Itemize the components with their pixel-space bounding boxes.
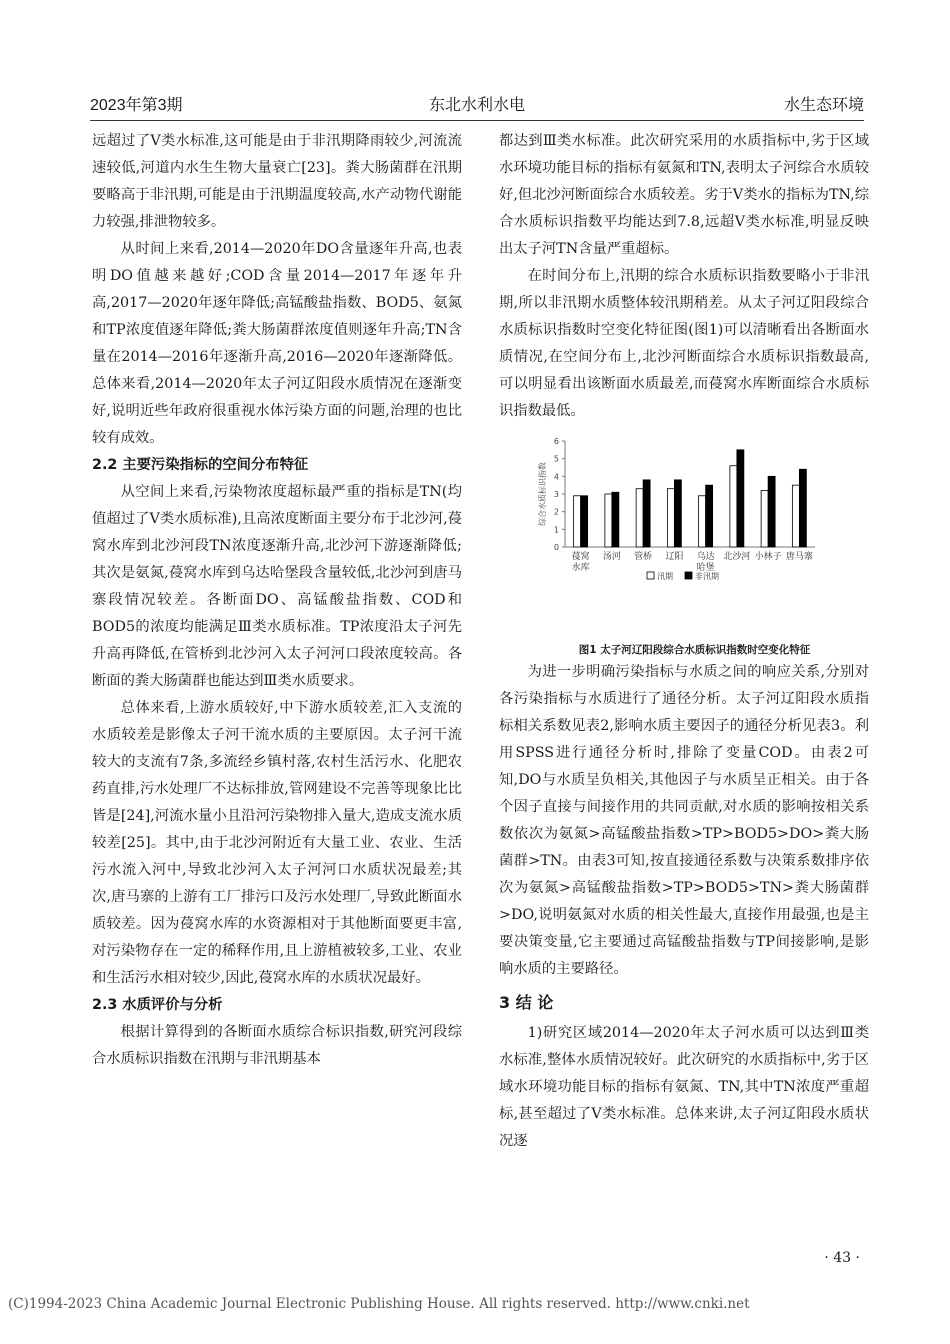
- x-tick-label: 唐马寨: [785, 552, 813, 562]
- y-tick-label: 6: [553, 437, 559, 446]
- paragraph: 根据计算得到的各断面水质综合标识指数,研究河段综合水质标识指数在汛期与非汛期基本: [92, 1024, 462, 1067]
- bar-flood: [792, 485, 799, 547]
- bar-nonflood: [737, 450, 744, 547]
- bar-flood: [636, 489, 643, 547]
- legend-label: 汛期: [657, 572, 673, 581]
- bar-flood: [730, 466, 737, 547]
- y-axis-label: 综合水质标识指数: [538, 462, 547, 526]
- bar-nonflood: [643, 480, 650, 547]
- bar-flood: [605, 494, 612, 547]
- figure-1: [499, 429, 869, 641]
- bar-nonflood: [799, 469, 806, 547]
- paragraph: 远超过了Ⅴ类水标准,这可能是由于非汛期降雨较少,河流流速较低,河道内水生生物大量衰亡[23]。粪大肠菌群在汛期要略高于非汛期,可能是由于汛期温度较高,水产动物代谢能力较强,排泄物较多。: [92, 133, 462, 230]
- section-name: 水生态环境: [783, 95, 864, 114]
- x-tick-label: 北沙河: [723, 552, 751, 562]
- bar-nonflood: [768, 476, 775, 547]
- bar-nonflood: [581, 496, 588, 547]
- y-tick-label: 1: [553, 525, 559, 535]
- bar-nonflood: [674, 480, 681, 547]
- journal-name: 东北水利水电: [428, 95, 525, 114]
- paragraph: 总体来看,上游水质较好,中下游水质较差,汇入支流的水质较差是影像太子河干流水质的主要原因。太子河干流较大的支流有7条,多流经乡镇村落,农村生活污水、化肥农药直排,污水处理厂不达标排放,管网建设不完善等现象比比皆是[24],河流水量小且沿河污染物排入量大,造成支流水质较差[25]。其中,由于北沙河附近有大量工业、农业、生活污水流入河中,导致北沙河入太子河河口水质状况最差;其次,唐马寨的上游有工厂排污口及污水处理厂,导致此断面水质较差。因为葠窝水库的水资源相对于其他断面要更丰富,对污染物存在一定的稀释作用,且上游植被较多,工业、农业和生活污水相对较少,因此,葠窝水库的水质状况最好。: [92, 700, 462, 986]
- section-heading: 3 结 论: [499, 993, 554, 1012]
- paragraph: 都达到Ⅲ类水标准。此次研究采用的水质指标中,劣于区域水环境功能目标的指标有氨氮和TN,表明太子河综合水质较好,但北沙河断面综合水质较差。劣于Ⅴ类水的指标为TN,综合水质标识指数平均能达到7.8,远超Ⅴ类水标准,明显反映出太子河TN含量严重超标。: [499, 133, 869, 257]
- y-tick-label: 4: [553, 472, 559, 482]
- legend-label: 非汛期: [695, 572, 719, 581]
- bar-chart: [499, 429, 869, 641]
- bar-flood: [761, 490, 768, 547]
- y-tick-label: 3: [553, 490, 559, 499]
- paragraph: 在时间分布上,汛期的综合水质标识指数要略小于非汛期,所以非汛期水质整体较汛期稍差。从太子河辽阳段综合水质标识指数时空变化特征图(图1)可以清晰看出各断面水质情况,在空间分布上,北沙河断面综合水质标识指数最高,可以明显看出该断面水质最差,而葠窝水库断面综合水质标识指数最低。: [499, 268, 869, 419]
- section-heading: 2.3 水质评价与分析: [92, 997, 223, 1013]
- paragraph: 从空间上来看,污染物浓度超标最严重的指标是TN(均值超过了Ⅴ类水质标准),且高浓度断面主要分布于北沙河,葠窝水库到北沙河段TN浓度逐渐升高,北沙河下游逐渐降低;其次是氨氮,葠窝水库到乌达哈堡段含量较低,北沙河到唐马寨段情况较差。各断面DO、高锰酸盐指数、COD和BOD5的浓度均能满足Ⅲ类水质标准。TP浓度沿太子河先升高再降低,在管桥到北沙河入太子河河口段浓度较高。各断面的粪大肠菌群也能达到Ⅲ类水质要求。: [92, 484, 462, 689]
- bar-nonflood: [706, 485, 713, 547]
- running-header: [90, 92, 864, 118]
- x-tick-label: 汤河: [602, 552, 621, 562]
- bar-flood: [667, 489, 674, 547]
- bar-flood: [574, 496, 581, 547]
- legend-swatch: [685, 572, 692, 579]
- x-tick-label: 小林子: [754, 552, 782, 562]
- paragraph: 1)研究区域2014—2020年太子河水质可以达到Ⅲ类水标准,整体水质情况较好。此次研究的水质指标中,劣于区域水环境功能目标的指标有氨氮、TN,其中TN浓度严重超标,甚至超过了Ⅴ类水标准。总体来讲,太子河辽阳段水质状况逐: [499, 1025, 869, 1149]
- paragraph: 从时间上来看,2014—2020年DO含量逐年升高,也表明DO值越来越好;COD含量2014—2017年逐年升高,2017—2020年逐年降低;高锰酸盐指数、BOD5、氨氮和TP浓度值逐年降低;粪大肠菌群浓度值则逐年升高;TN含量在2014—2016年逐渐升高,2016—2020年逐渐降低。总体来看,2014—2020年太子河辽阳段水质情况在逐渐变好,说明近些年政府很重视水体污染方面的问题,治理的也比较有成效。: [92, 241, 462, 446]
- y-tick-label: 5: [553, 454, 559, 464]
- header-divider: [90, 120, 864, 121]
- x-tick-label: 乌达哈堡: [696, 552, 715, 573]
- x-tick-label: 葠窝水库: [571, 552, 590, 573]
- y-tick-label: 0: [553, 543, 559, 552]
- y-tick-label: 2: [553, 507, 559, 517]
- bar-flood: [699, 496, 706, 547]
- figure-caption: 图1 太子河辽阳段综合水质标识指数时空变化特征: [578, 644, 811, 656]
- paragraph: 为进一步明确污染指标与水质之间的响应关系,分别对各污染指标与水质进行了通径分析。太子河辽阳段水质指标相关系数见表2,影响水质主要因子的通径分析见表3。利用SPSS进行通径分析时,排除了变量COD。由表2可知,DO与水质呈负相关,其他因子与水质呈正相关。由于各个因子直接与间接作用的共同贡献,对水质的影响按相关系数依次为氨氮>高锰酸盐指数>TP>BOD5>DO>粪大肠菌群>TN。由表3可知,按直接通径系数与决策系数排序依次为氨氮>高锰酸盐指数>TP>BOD5>TN>粪大肠菌群>DO,说明氨氮对水质的相关性最大,直接作用最强,也是主要决策变量,它主要通过高锰酸盐指数与TP间接影响,是影响水质的主要路径。: [499, 664, 869, 977]
- section-heading: 2.2 主要污染指标的空间分布特征: [92, 457, 309, 473]
- copyright-footer: (C)1994-2023 China Academic Journal Electronic Publishing House. All rights reserved. http://www.cnki.net: [8, 1296, 750, 1312]
- legend-swatch: [647, 572, 654, 579]
- x-tick-label: 辽阳: [665, 552, 684, 562]
- page-number: · 43 ·: [824, 1250, 860, 1266]
- right-column: [499, 128, 869, 1155]
- issue-label: 2023年第3期: [90, 97, 183, 114]
- left-column: [92, 128, 462, 1073]
- bar-nonflood: [612, 492, 619, 547]
- x-tick-label: 管桥: [634, 552, 653, 562]
